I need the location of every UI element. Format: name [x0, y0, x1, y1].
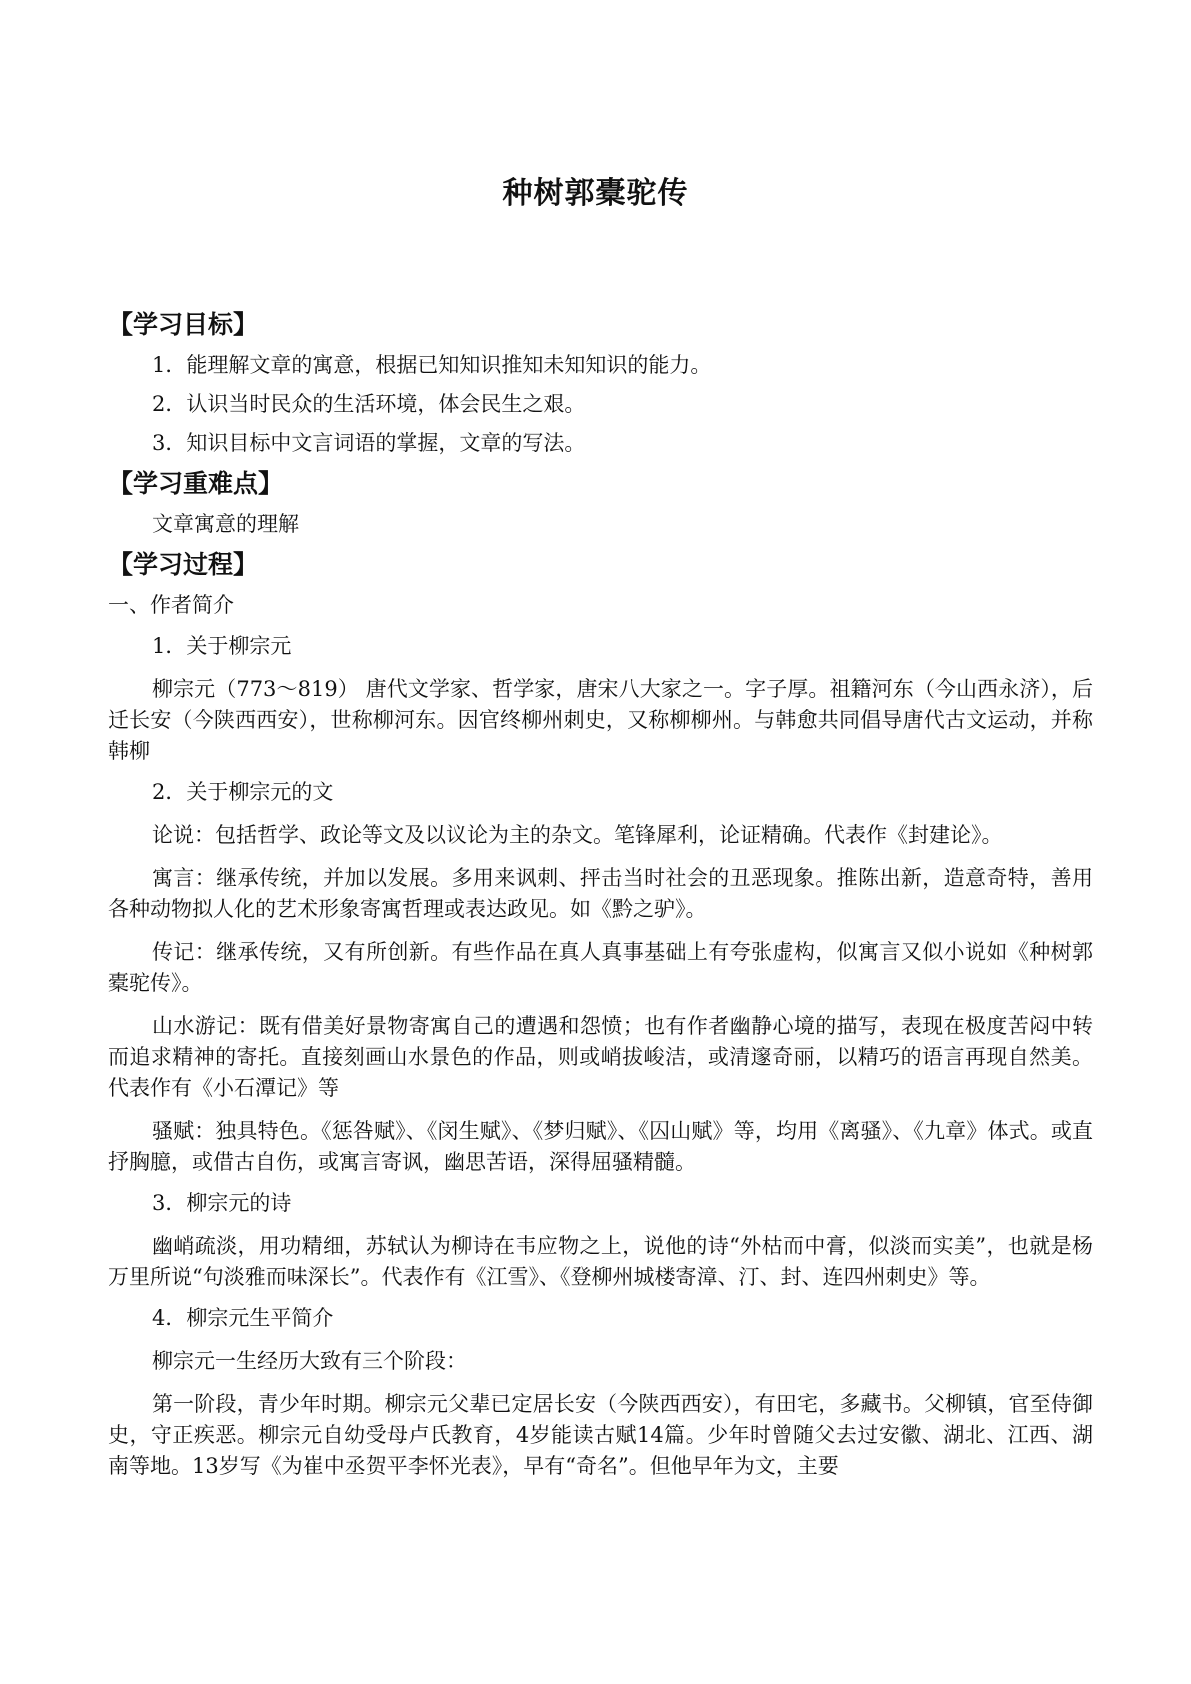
paragraph: 骚赋：独具特色。《惩咎赋》、《闵生赋》、《梦归赋》、《囚山赋》等，均用《离骚》、《九章》体式。或直抒胸臆，或借古自伤，或寓言寄讽，幽思苦语，深得屈骚精髓。 — [108, 1119, 1093, 1174]
part-title: 一、作者简介 — [108, 593, 234, 617]
section-heading-keypoints: 【学习重难点】 — [108, 469, 284, 498]
paragraph: 寓言：继承传统，并加以发展。多用来讽刺、抨击当时社会的丑恶现象。推陈出新，造意奇特，善用各种动物拟人化的艺术形象寄寓哲理或表达政见。如《黔之驴》。 — [108, 866, 1093, 921]
paragraph: 山水游记：既有借美好景物寄寓自己的遭遇和怨愤；也有作者幽静心境的描写，表现在极度苦闷中转而追求精神的寄托。直接刻画山水景色的作品，则或峭拔峻洁，或清邃奇丽，以精巧的语言再现自然美。代表作有《小石潭记》等 — [108, 1014, 1093, 1100]
paragraph: 柳宗元一生经历大致有三个阶段： — [152, 1349, 467, 1373]
section-heading-goals: 【学习目标】 — [108, 310, 259, 339]
subsection-title: 2．关于柳宗元的文 — [152, 780, 334, 804]
goal-item: 3．知识目标中文言词语的掌握，文章的写法。 — [152, 431, 586, 455]
paragraph: 论说：包括哲学、政论等文及以议论为主的杂文。笔锋犀利，论证精确。代表作《封建论》。 — [152, 823, 1003, 847]
keypoints-text: 文章寓意的理解 — [152, 512, 299, 536]
paragraph: 传记：继承传统，又有所创新。有些作品在真人真事基础上有夸张虚构，似寓言又似小说如《种树郭橐驼传》。 — [108, 940, 1093, 995]
goal-item: 2．认识当时民众的生活环境，体会民生之艰。 — [152, 392, 586, 416]
document-body — [108, 308, 1093, 1482]
paragraph: 第一阶段，青少年时期。柳宗元父辈已定居长安（今陕西西安），有田宅，多藏书。父柳镇，官至侍御史，守正疾恶。柳宗元自幼受母卢氏教育，4岁能读古赋14篇。少年时曾随父去过安徽、湖北、江西、湖南等地。13岁写《为崔中丞贺平李怀光表》，早有“奇名”。但他早年为文，主要 — [108, 1392, 1093, 1478]
paragraph: 幽峭疏淡，用功精细，苏轼认为柳诗在韦应物之上，说他的诗“外枯而中膏，似淡而实美”，也就是杨万里所说“句淡雅而味深长”。代表作有《江雪》、《登柳州城楼寄漳、汀、封、连四州刺史》等。 — [108, 1234, 1093, 1289]
section-heading-process: 【学习过程】 — [108, 550, 259, 579]
subsection-title: 1．关于柳宗元 — [152, 634, 292, 658]
subsection-title: 3．柳宗元的诗 — [152, 1191, 292, 1215]
goal-item: 1．能理解文章的寓意，根据已知知识推知未知知识的能力。 — [152, 353, 712, 377]
paragraph: 柳宗元（773～819） 唐代文学家、哲学家，唐宋八大家之一。字子厚。祖籍河东（今山西永济），后迁长安（今陕西西安），世称柳河东。因官终柳州刺史，又称柳柳州。与韩愈共同倡导唐代古文运动，并称韩柳 — [108, 677, 1093, 763]
page-title: 种树郭橐驼传 — [502, 176, 689, 211]
subsection-title: 4．柳宗元生平简介 — [152, 1306, 334, 1330]
